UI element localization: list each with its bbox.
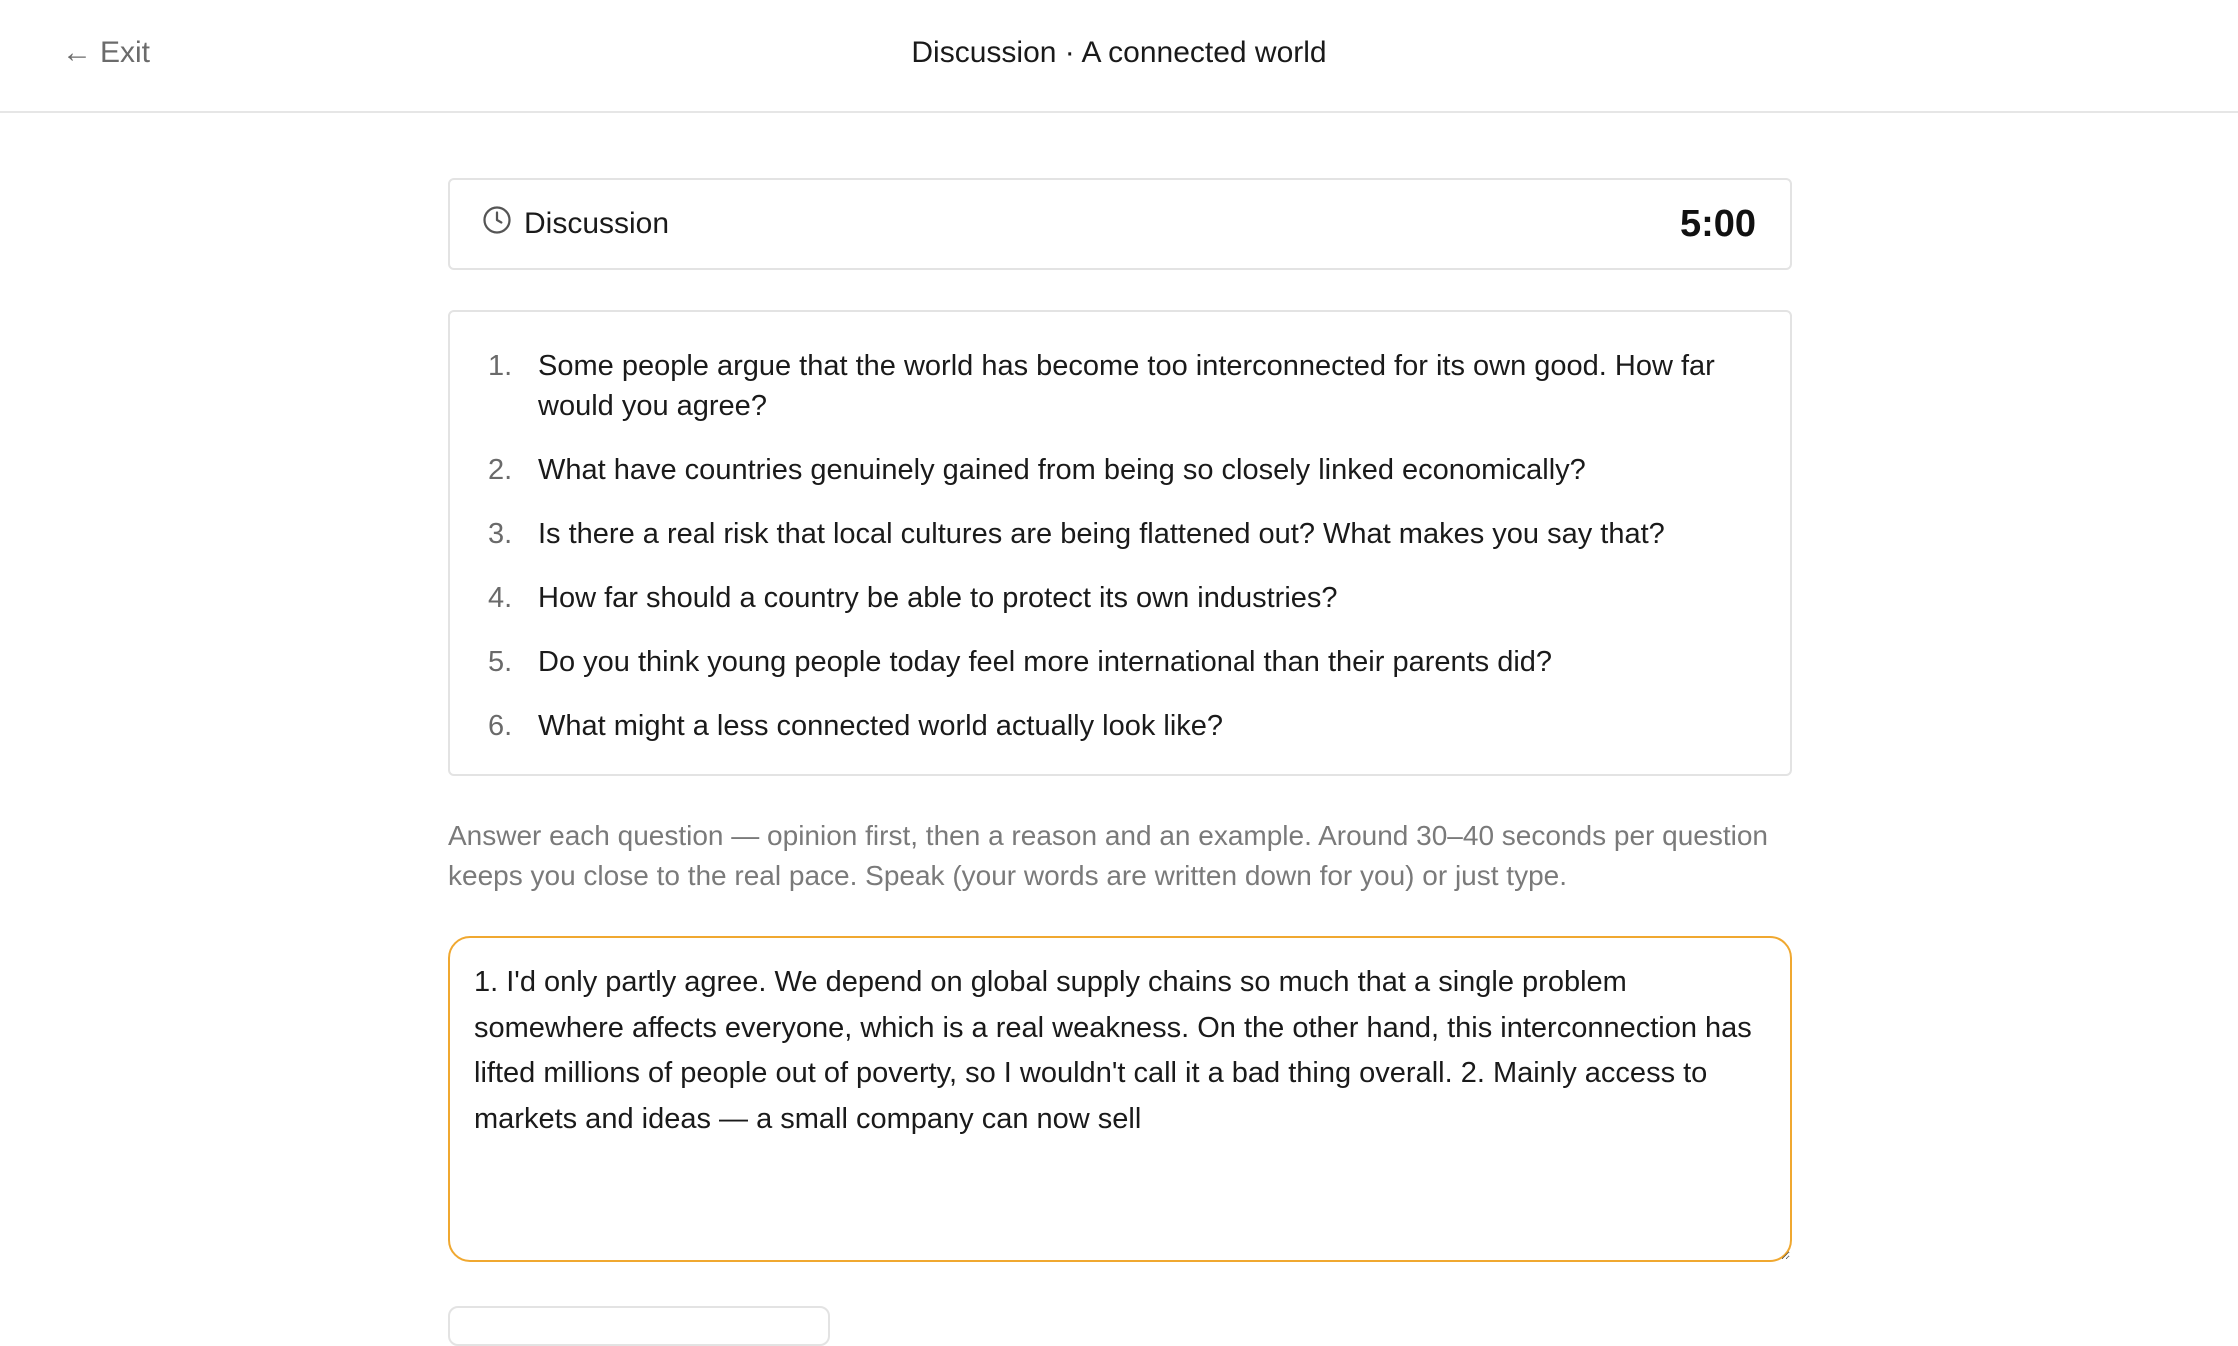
questions-list — [448, 310, 1792, 776]
timer-label-group — [482, 205, 669, 243]
arrow-left-icon: ← — [62, 36, 92, 69]
question-number: 3. — [488, 518, 513, 550]
exit-label: Exit — [100, 36, 151, 69]
question-item — [488, 578, 1750, 618]
question-item — [488, 450, 1750, 490]
timer-card — [448, 178, 1792, 270]
question-number: 1. — [488, 350, 513, 382]
question-item — [488, 514, 1750, 554]
timer-label: Discussion — [524, 207, 670, 240]
question-text: What have countries genuinely gained from being so closely linked economically? — [538, 454, 1586, 486]
clock-icon — [482, 205, 512, 243]
page-title: Discussion · A connected world — [911, 36, 1327, 69]
question-text: Is there a real risk that local cultures are being flattened out? What makes you say that? — [538, 518, 1665, 550]
question-text: What might a less connected world actually look like? — [538, 710, 1224, 742]
question-text: Some people argue that the world has become too interconnected for its own good. How far would you agree? — [538, 350, 1715, 422]
instructions-text: Answer each question — opinion first, then a reason and an example. Around 30–40 seconds per question keeps you close to the real pace. Speak (your words are written down for you) or just type. — [448, 820, 1768, 891]
question-number: 5. — [488, 646, 513, 678]
main-content — [448, 178, 1792, 1262]
question-number: 2. — [488, 454, 513, 486]
top-bar — [0, 0, 2238, 113]
question-item — [488, 642, 1750, 682]
question-text: How far should a country be able to protect its own industries? — [538, 582, 1338, 614]
question-item — [488, 346, 1750, 426]
question-number: 6. — [488, 710, 513, 742]
question-text: Do you think young people today feel more international than their parents did? — [538, 646, 1553, 678]
bottom-button-peek[interactable] — [448, 1306, 830, 1346]
question-number: 4. — [488, 582, 513, 614]
question-item — [488, 706, 1750, 746]
answer-textarea[interactable] — [448, 936, 1792, 1262]
timer-value: 5:00 — [1679, 202, 1756, 245]
